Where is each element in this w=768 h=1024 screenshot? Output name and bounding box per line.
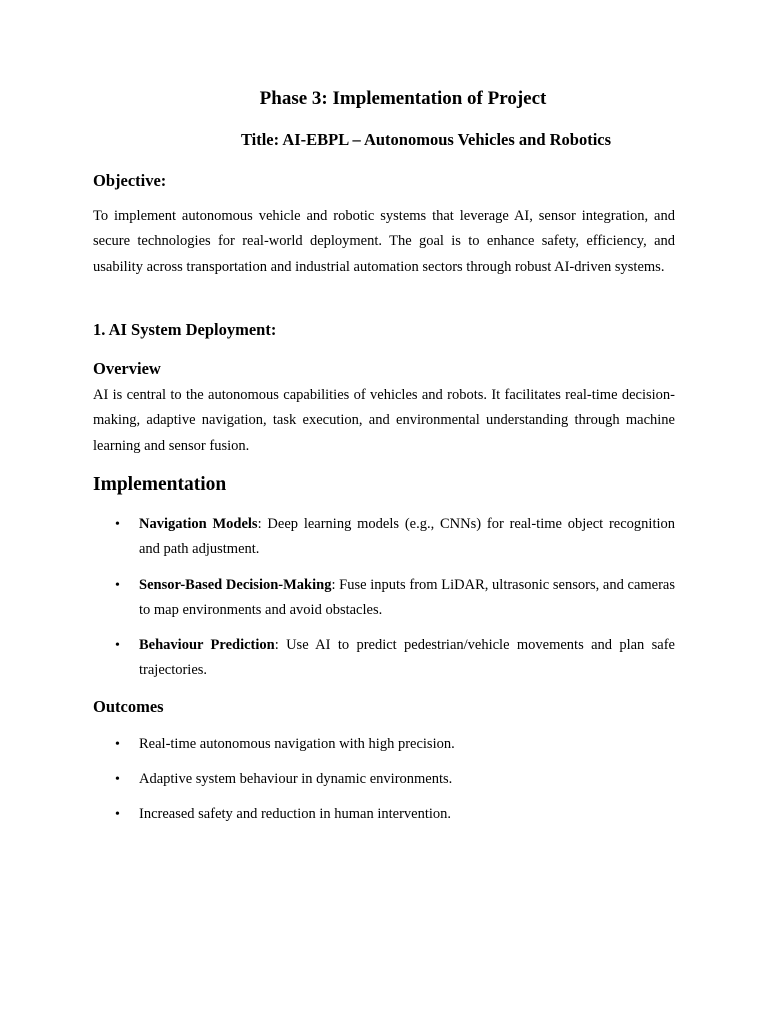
outcomes-list [93, 732, 675, 827]
list-item [93, 573, 675, 624]
section-ai-deployment-heading: 1. AI System Deployment: [93, 320, 277, 339]
item-text: : Fuse inputs from LiDAR, ultrasonic sensors, and cameras to map environments and avoid obstacles. [139, 576, 676, 618]
list-item [93, 767, 675, 792]
item-text: : Use AI to predict pedestrian/vehicle movements and plan safe trajectories. [139, 637, 675, 679]
item-text: Adaptive system behaviour in dynamic environments. [139, 770, 453, 787]
item-text: : Deep learning models (e.g., CNNs) for real-time object recognition and path adjustment. [139, 516, 675, 558]
item-text: Real-time autonomous navigation with high precision. [139, 736, 455, 752]
list-item [93, 633, 675, 684]
outcomes-heading: Outcomes [93, 697, 164, 716]
item-term: Navigation Models [139, 516, 258, 532]
bullet-icon: • [115, 806, 120, 822]
project-subtitle: Title: AI-EBPL – Autonomous Vehicles and Robotics [240, 130, 612, 149]
bullet-icon: • [115, 737, 120, 752]
list-item [93, 512, 675, 563]
bullet-icon: • [115, 771, 120, 787]
item-term: Behaviour Prediction [139, 637, 275, 654]
list-item [93, 802, 675, 827]
item-term: Sensor-Based Decision-Making [139, 576, 332, 593]
objective-heading: Objective: [93, 171, 167, 190]
page-title: Phase 3: Implementation of Project [259, 88, 547, 109]
item-text: Increased safety and reduction in human intervention. [139, 805, 452, 822]
bullet-icon: • [115, 517, 120, 532]
implementation-heading: Implementation [93, 474, 227, 495]
list-item [93, 732, 675, 757]
overview-heading: Overview [93, 359, 161, 378]
bullet-icon: • [115, 638, 120, 654]
objective-paragraph: To implement autonomous vehicle and robotic systems that leverage AI, sensor integration, and secure technologies for real-world deployment. The goal is to enhance safety, efficiency, and usability across transportation and industrial automation sectors through robust AI-driven systems. [93, 208, 675, 275]
bullet-icon: • [115, 577, 120, 593]
implementation-list [93, 512, 675, 684]
overview-paragraph: AI is central to the autonomous capabilities of vehicles and robots. It facilitates real-time decision-making, adaptive navigation, task execution, and environmental understanding through machine learning and sensor fusion. [93, 387, 675, 454]
